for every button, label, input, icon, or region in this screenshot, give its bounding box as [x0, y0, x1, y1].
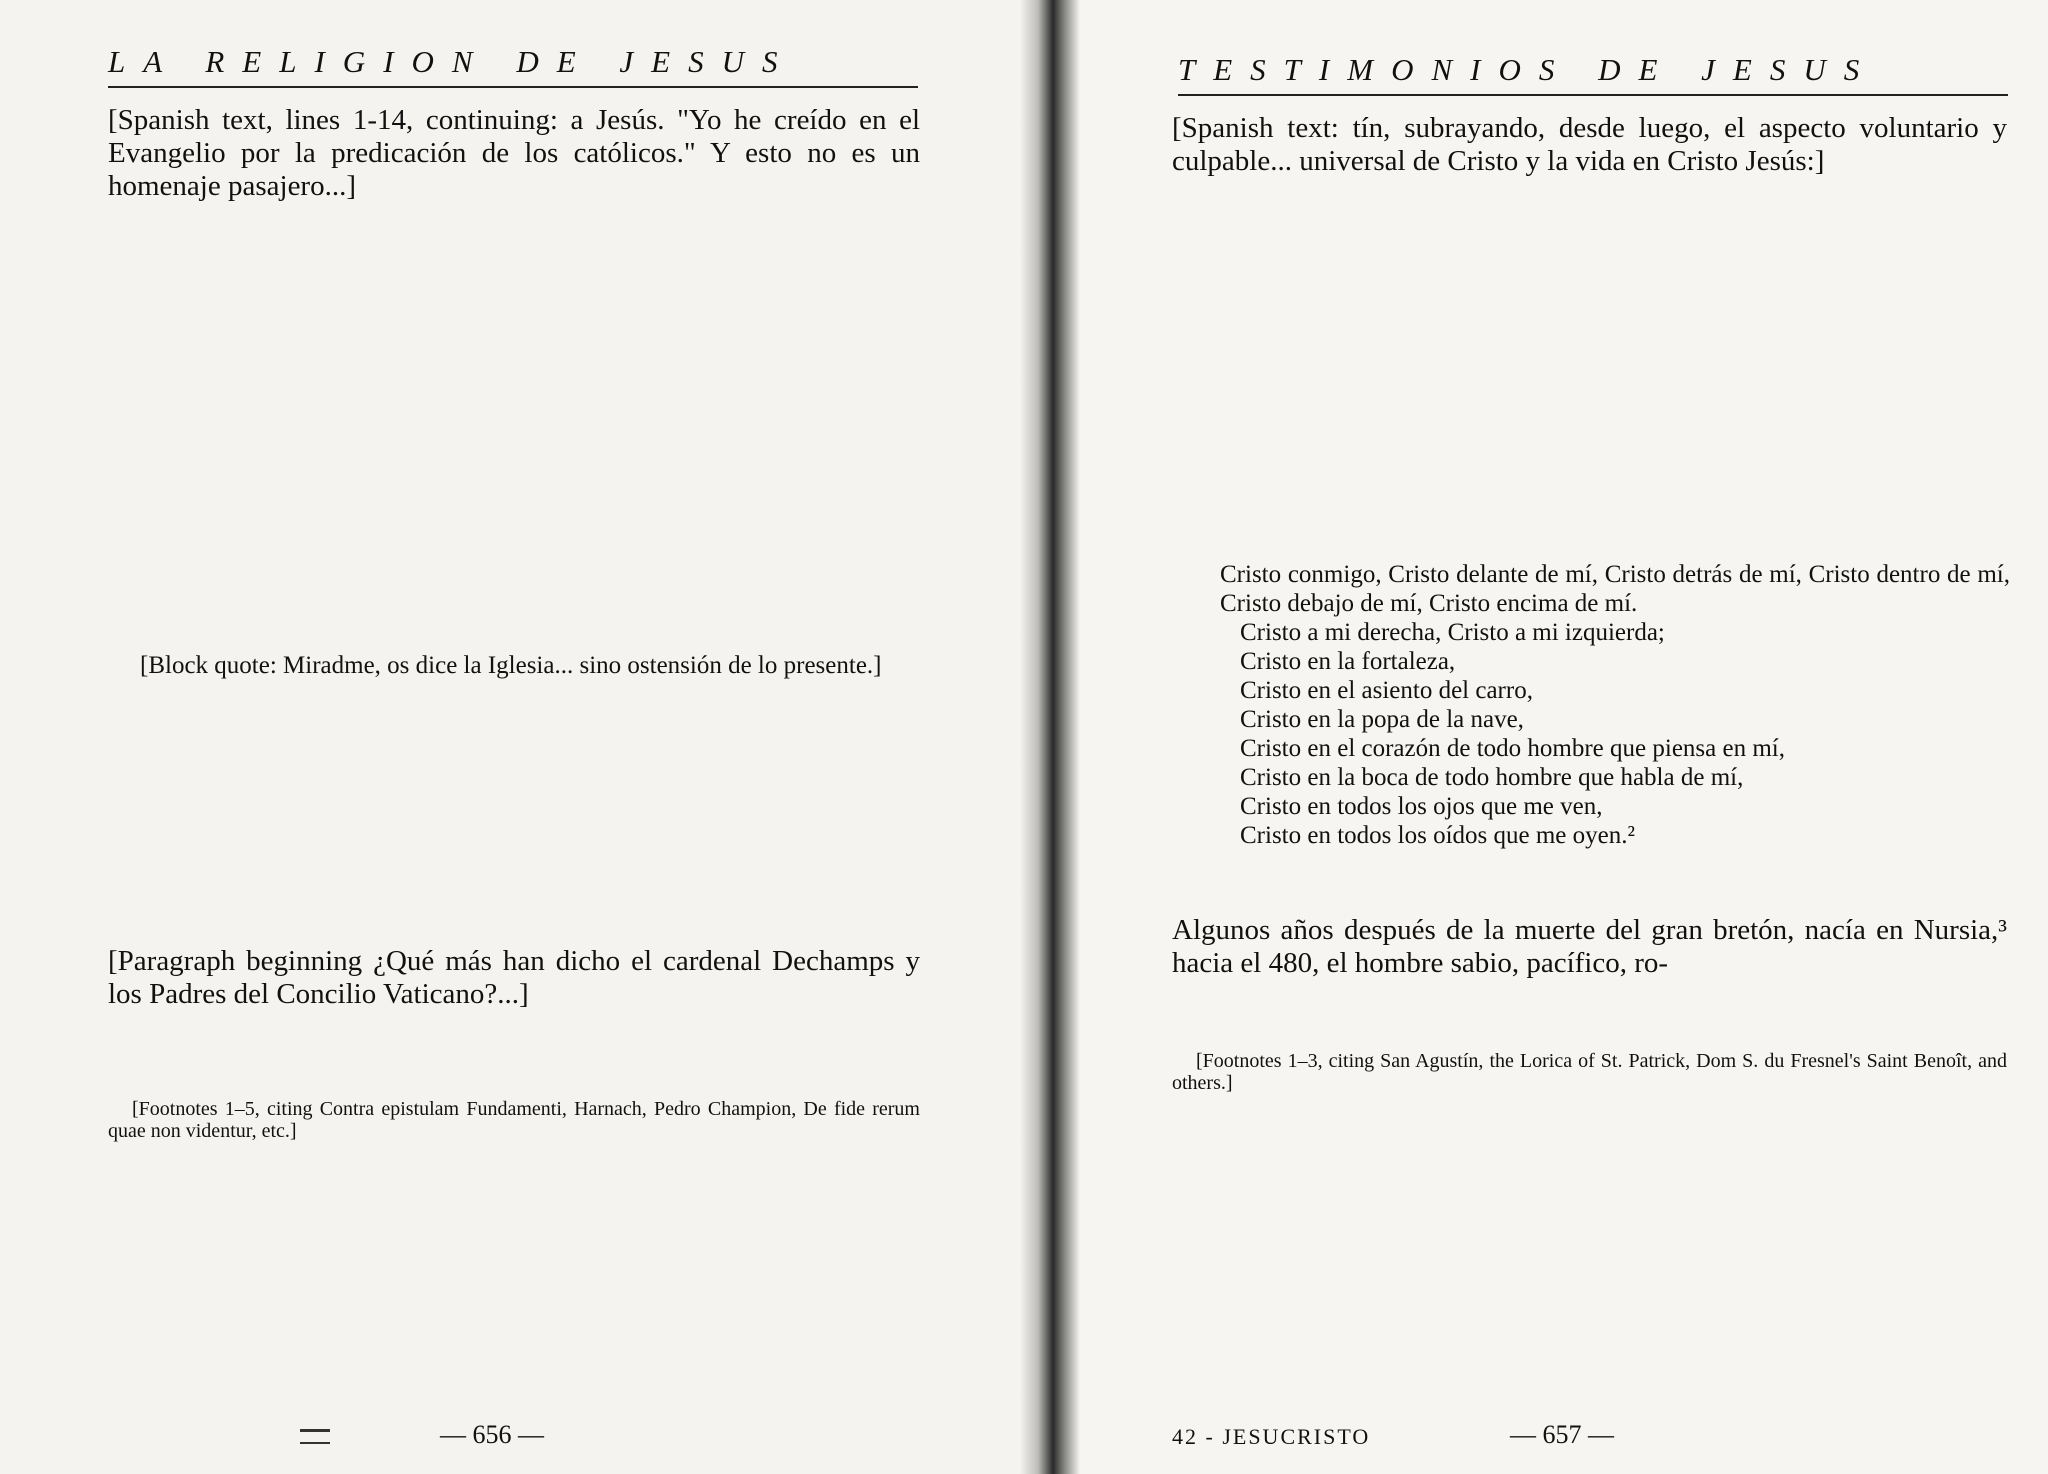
block-quote: [Block quote: Miradme, os dice la Iglesia... sino ostensión de lo presente.]	[140, 652, 882, 679]
footnotes: [Footnotes 1–3, citing San Agustín, the Lorica of St. Patrick, Dom S. du Fresnel's Saint Benoît, and others.]	[1172, 1050, 2007, 1094]
running-header: TESTIMONIOS DE JESUS	[1178, 52, 2008, 96]
verse-line: Cristo en el asiento del carro,	[1240, 677, 1533, 704]
verse-line: Cristo a mi derecha, Cristo a mi izquierda;	[1240, 619, 1665, 646]
footnotes: [Footnotes 1–5, citing Contra epistulam Fundamenti, Harnach, Pedro Champion, De fide rerum quae non videntur, etc.]	[108, 1098, 920, 1142]
body-paragraph: [Paragraph beginning ¿Qué más han dicho el cardenal Dechamps y los Padres del Concilio Vaticano?...]	[108, 945, 920, 1010]
printer-ornament	[300, 1429, 330, 1444]
verse-line: Cristo en todos los ojos que me ven,	[1240, 793, 1603, 820]
verse-line: Cristo en la boca de todo hombre que habla de mí,	[1240, 764, 1744, 791]
verse-line: Cristo en la popa de la nave,	[1240, 706, 1524, 733]
verse-line: Cristo en el corazón de todo hombre que piensa en mí,	[1240, 735, 1785, 762]
prayer-verse	[1220, 560, 2010, 850]
verse-line: Cristo conmigo, Cristo delante de mí, Cristo detrás de mí, Cristo dentro de mí, Cristo debajo de mí, Cristo encima de mí.	[1220, 561, 2010, 617]
page-number: — 657 —	[1510, 1420, 1614, 1449]
right-page	[1040, 0, 2048, 1474]
verse-line: Cristo en todos los oídos que me oyen.²	[1240, 822, 1635, 849]
running-header: LA RELIGION DE JESUS	[108, 44, 918, 88]
signature-mark: 42 - JESUCRISTO	[1172, 1424, 1371, 1449]
body-text: [Spanish text, lines 1-14, continuing: a Jesús. "Yo he creído en el Evangelio por la predicación de los católicos." Y esto no es un homenaje pasajero...]	[108, 104, 920, 202]
verse-line: Cristo en la fortaleza,	[1240, 648, 1456, 675]
body-paragraph: Algunos años después de la muerte del gran bretón, nacía en Nursia,³ hacia el 480, el hombre sabio, pacífico, ro-	[1172, 914, 2007, 979]
page-number: — 656 —	[440, 1420, 544, 1449]
body-text: [Spanish text: tín, subrayando, desde luego, el aspecto voluntario y culpable... universal de Cristo y la vida en Cristo Jesús:]	[1172, 112, 2007, 177]
book-gutter	[1020, 0, 1080, 1474]
